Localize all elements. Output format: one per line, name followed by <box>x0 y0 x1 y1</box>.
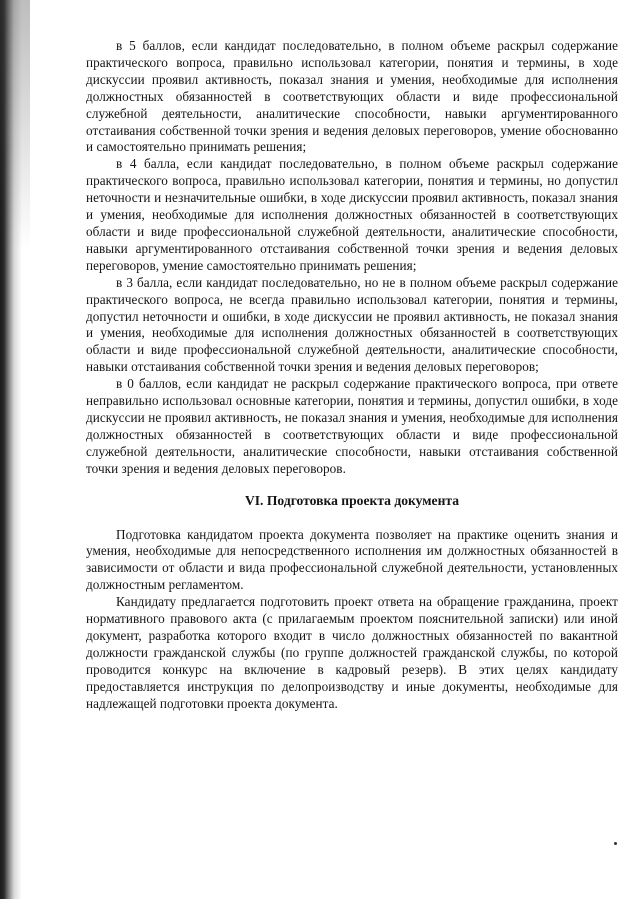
section-heading: VI. Подготовка проекта документа <box>244 492 460 508</box>
paragraph-score-4: в 4 балла, если кандидат последовательно, в полном объеме раскрыл содержание практического вопроса, правильно использовал категории, понятия и термины, но допустил неточности и незначительные ошибки, в ходе дискуссии проявил активность, показал знания и умения, необходимые для исполнения должностных обязанностей в соответствующих области и виде профессиональной служебной деятельности, аналитические способности, навыки аргументированного отстаивания собственной точки зрения и ведения деловых переговоров, умение самостоятельно принимать решения; <box>86 156 618 273</box>
paragraph-score-5: в 5 баллов, если кандидат последовательно, в полном объеме раскрыл содержание практического вопроса, правильно использовал категории, понятия и термины, в ходе дискуссии проявил активность, показал знания и умения, необходимые для исполнения должностных обязанностей в соответствующих области и виде профессиональной служебной деятельности, аналитические способности, навыки аргументированного отстаивания собственной точки зрения и ведения деловых переговоров, умение обоснованно и самостоятельно принимать решения; <box>86 38 618 155</box>
scan-speck <box>614 842 617 845</box>
paragraph-score-3: в 3 балла, если кандидат последовательно, но не в полном объеме раскрыл содержание практического вопроса, не всегда правильно использовал категории, понятия и термины, допустил неточности и ошибки, в ходе дискуссии не проявил активность, не показал знания и умения, необходимые для исполнения должностных обязанностей в соответствующих области и виде профессиональной служебной деятельности, аналитические способности, навыки отстаивания собственной точки зрения и ведения деловых переговоров; <box>86 274 618 375</box>
paragraph-score-0: в 0 баллов, если кандидат не раскрыл содержание практического вопроса, при ответе неправильно использовал основные категории, понятия и термины, допустил ошибки, в ходе дискуссии не проявил активность, не показал знания и умения, необходимые для исполнения должностных обязанностей в соответствующих области и виде профессиональной служебной деятельности, аналитические способности, навыки отстаивания собственной точки зрения и ведения деловых переговоров. <box>86 376 618 476</box>
scan-shadow <box>0 0 30 250</box>
paragraph-document-intro: Подготовка кандидатом проекта документа позволяет на практике оценить знания и умения, необходимые для непосредственного исполнения им должностных обязанностей в зависимости от области и вида профессиональной служебной деятельности, установленных должностным регламентом. <box>86 526 618 593</box>
document-page <box>86 38 618 713</box>
paragraph-document-task: Кандидату предлагается подготовить проект ответа на обращение гражданина, проект нормативного правового акта (с прилагаемым проектом пояснительной записки) или иной документ, разработка которого входит в число должностных обязанностей по вакантной должности гражданской службы (по группе должностей гражданской службы, по которой проводится конкурс на включение в кадровый резерв). В этих целях кандидату предоставляется инструкция по делопроизводству и иные документы, необходимые для надлежащей подготовки проекта документа. <box>86 594 618 711</box>
spacer <box>86 509 618 527</box>
